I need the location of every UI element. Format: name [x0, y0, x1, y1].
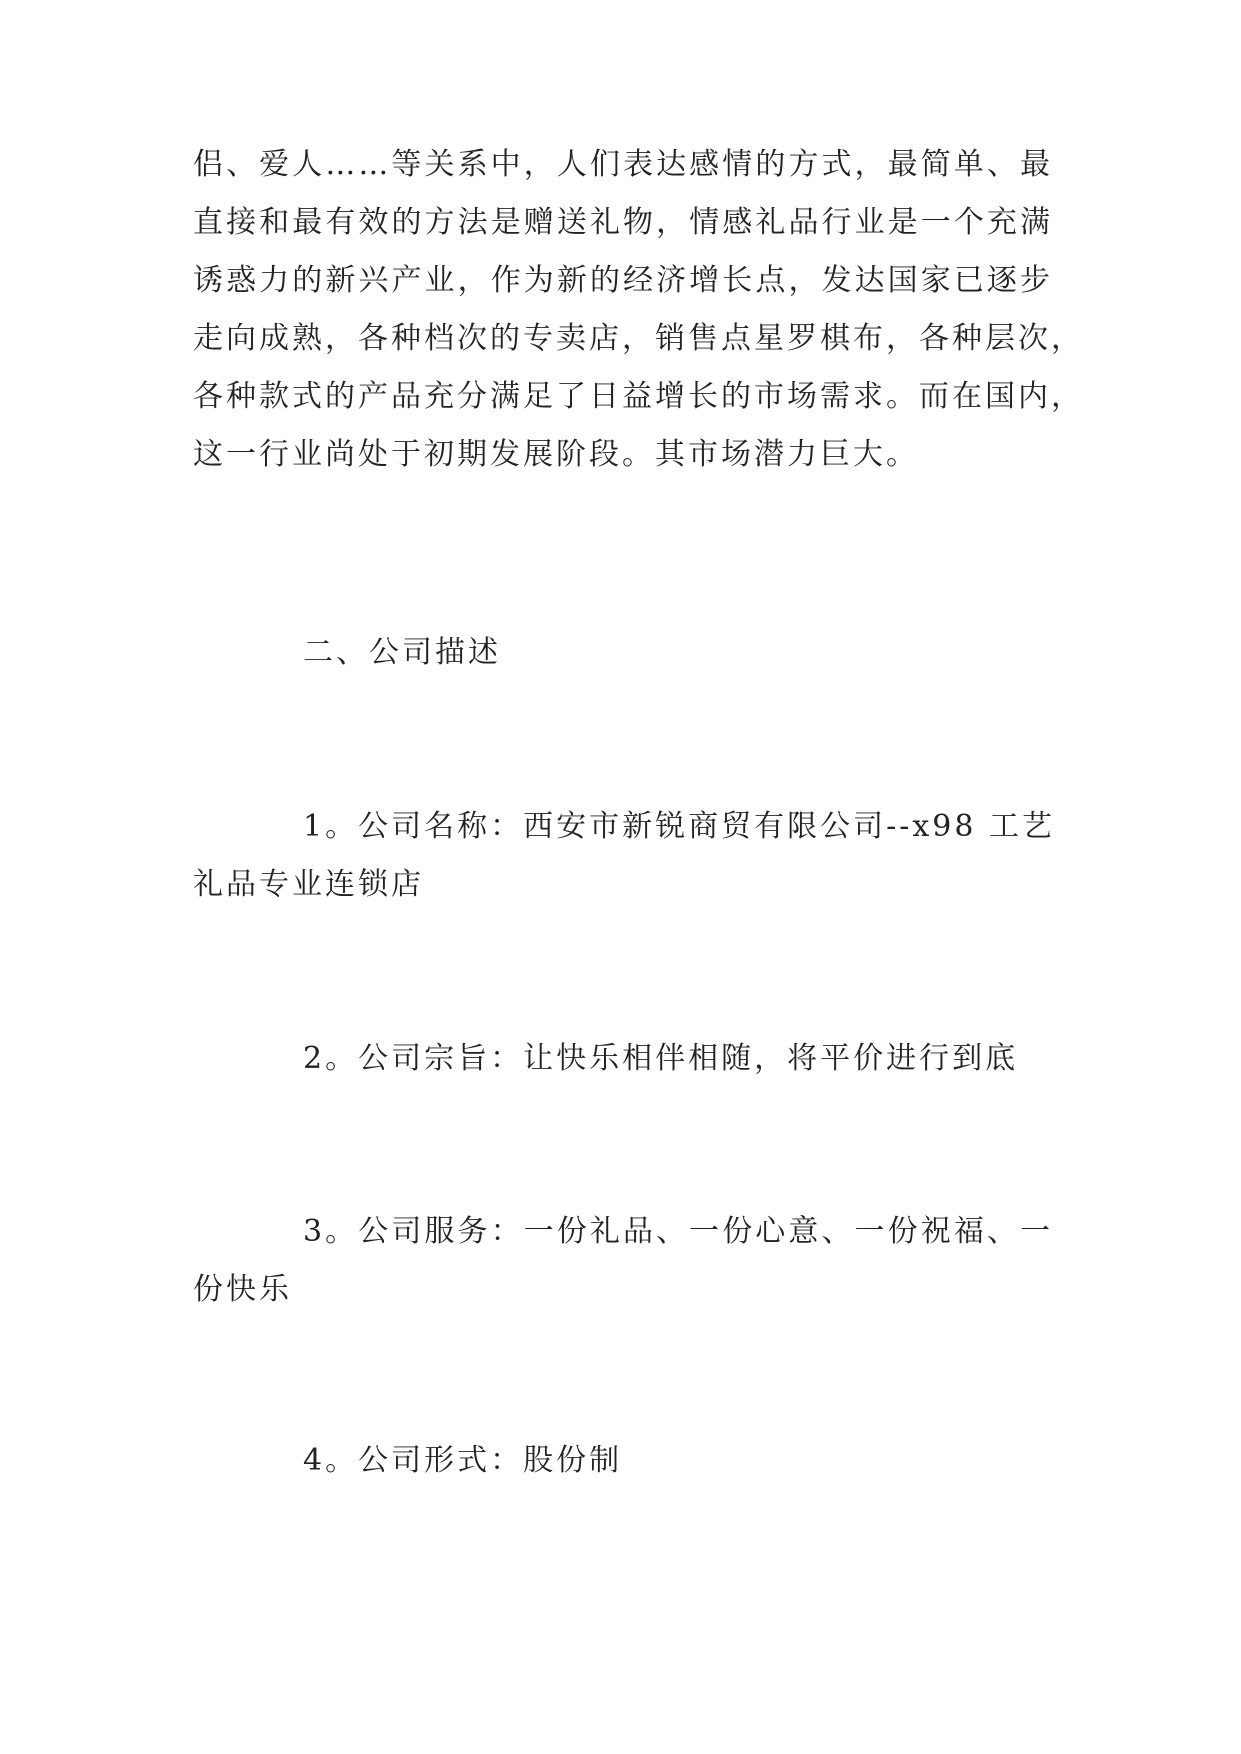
paragraph-line: 走向成熟，各种档次的专卖店，销售点星罗棋布，各种层次，: [193, 321, 1084, 356]
item-line: 3。公司服务：一份礼品、一份心意、一份祝福、一: [303, 1214, 1053, 1249]
paragraph-line: 这一行业尚处于初期发展阶段。其市场潜力巨大。: [193, 437, 919, 472]
paragraph-line: 诱惑力的新兴产业，作为新的经济增长点，发达国家已逐步: [193, 263, 1053, 298]
item-company-purpose: [193, 1030, 1053, 1088]
section-heading: 二、公司描述: [303, 635, 501, 670]
paragraph-line: 直接和最有效的方法是赠送礼物，情感礼品行业是一个充满: [193, 205, 1053, 240]
item-company-form: [193, 1432, 1053, 1490]
item-company-service: [193, 1203, 1053, 1319]
item-line: 份快乐: [193, 1272, 292, 1307]
paragraph-line: 各种款式的产品充分满足了日益增长的市场需求。而在国内，: [193, 379, 1084, 414]
intro-paragraph: [193, 136, 1084, 484]
item-company-name: [193, 798, 1053, 914]
item-line: 4。公司形式：股份制: [303, 1443, 623, 1478]
item-line: 2。公司宗旨：让快乐相伴相随，将平价进行到底: [303, 1041, 1019, 1076]
item-line: 1。公司名称：西安市新锐商贸有限公司--x98 工艺: [303, 809, 1055, 844]
paragraph-line: 侣、爱人……等关系中，人们表达感情的方式，最简单、最: [193, 147, 1053, 182]
item-line: 礼品专业连锁店: [193, 867, 424, 902]
